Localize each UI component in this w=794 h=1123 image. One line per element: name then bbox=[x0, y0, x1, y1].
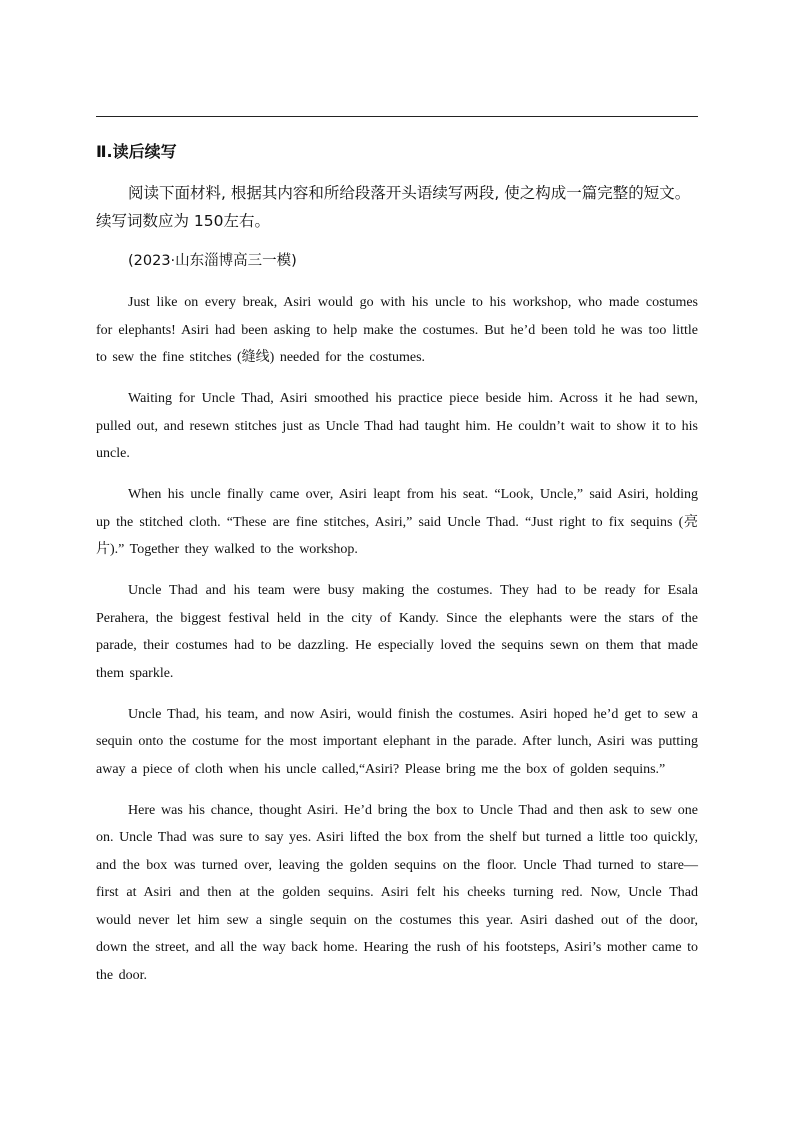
task-instruction: 阅读下面材料, 根据其内容和所给段落开头语续写两段, 使之构成一篇完整的短文。续写词数应为 150左右。 bbox=[96, 184, 691, 230]
story-paragraph-3: When his uncle finally came over, Asiri leapt from his seat. “Look, Uncle,” said Asiri, holding up the stitched cloth. “These are fine stitches, Asiri,” said Uncle Thad. “Just right to fix sequins (亮片).” Together they walked to the workshop. bbox=[96, 487, 698, 557]
section-heading: Ⅱ.读后续写 bbox=[96, 142, 177, 161]
story-paragraph-4: Uncle Thad and his team were busy making the costumes. They had to be ready for Esala Perahera, the biggest festival held in the city of Kandy. Since the elephants were the stars of the parade, their costumes had to be dazzling. He especially loved the sequins sewn on them that made them sparkle. bbox=[96, 583, 698, 681]
source-citation: (2023·山东淄博高三一模) bbox=[128, 253, 297, 269]
header-rule bbox=[96, 116, 698, 117]
story-paragraph-5: Uncle Thad, his team, and now Asiri, would finish the costumes. Asiri hoped he’d get to sew a sequin onto the costume for the most important elephant in the parade. After lunch, Asiri was putting away a piece of cloth when his uncle called,“Asiri? Please bring me the box of golden sequins.” bbox=[96, 706, 698, 777]
story-paragraph-2: Waiting for Uncle Thad, Asiri smoothed his practice piece beside him. Across it he had sewn, pulled out, and resewn stitches just as Uncle Thad had taught him. He couldn’t wait to show it to his uncle. bbox=[96, 391, 698, 461]
story-paragraph-1: Just like on every break, Asiri would go with his uncle to his workshop, who made costumes for elephants! Asiri had been asking to help make the costumes. But he’d been told he was too little to sew the fine stitches (缝线) needed for the costumes. bbox=[96, 295, 698, 365]
story-paragraph-6: Here was his chance, thought Asiri. He’d bring the box to Uncle Thad and then ask to sew one on. Uncle Thad was sure to say yes. Asiri lifted the box from the shelf but turned a little too quickly, and the box was turned over, leaving the golden sequins on the floor. Uncle Thad turned to stare—first at Asiri and then at the golden sequins. Asiri felt his cheeks turning red. Now, Uncle Thad would never let him sew a single sequin on the costumes this year. Asiri dashed out of the door, down the street, and all the way back home. Hearing the rush of his footsteps, Asiri’s mother came to the door. bbox=[96, 802, 698, 983]
story-text bbox=[96, 289, 698, 1003]
